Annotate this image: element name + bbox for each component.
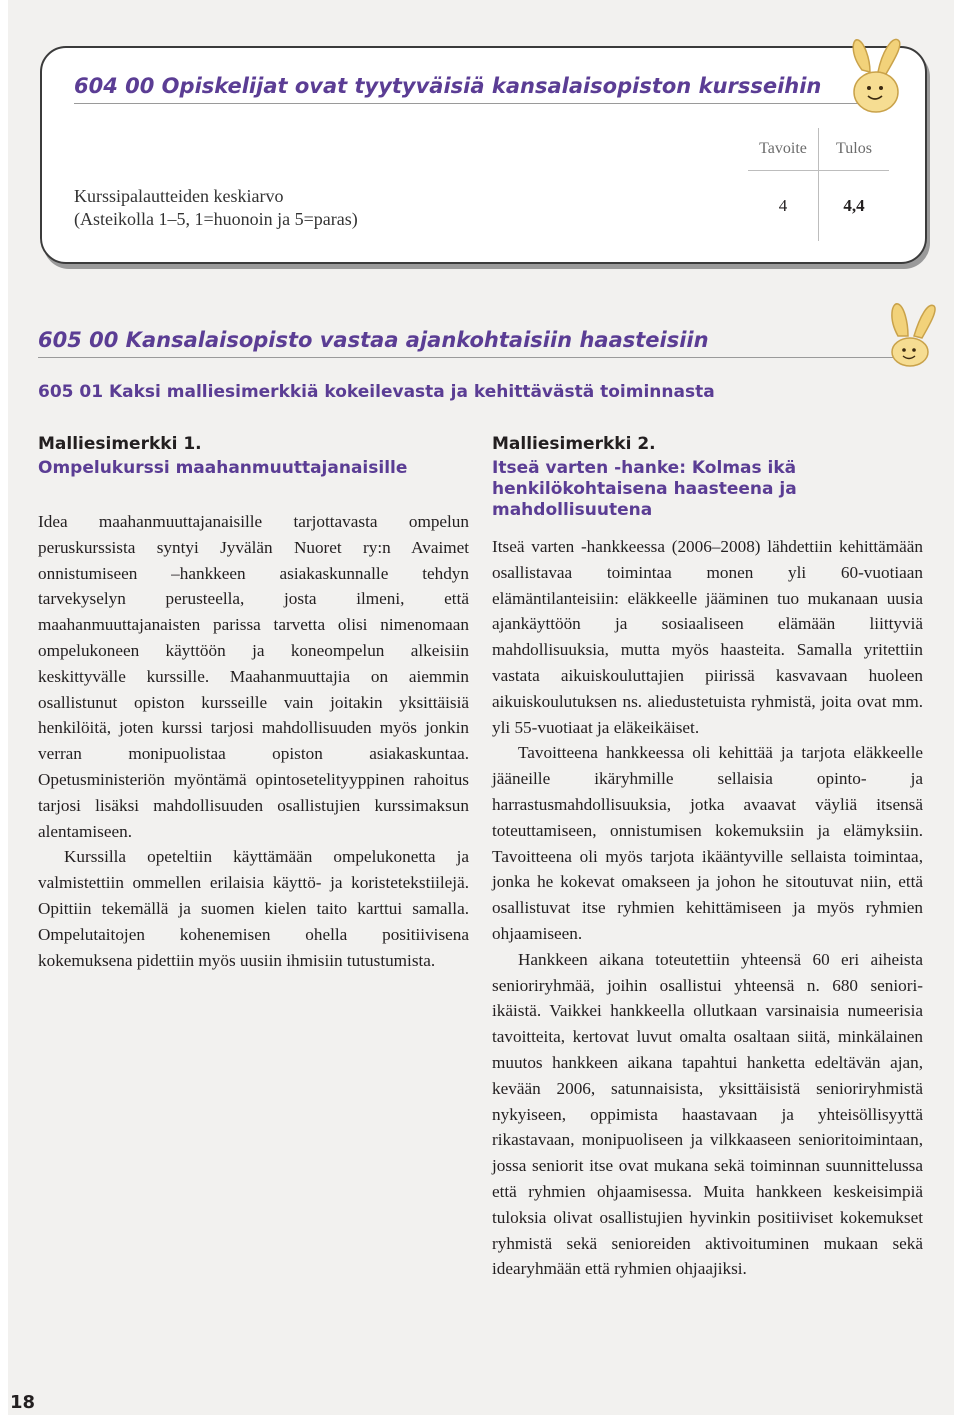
title-underline: [74, 103, 874, 104]
bunny-icon: [848, 34, 908, 116]
kpi-label: [74, 185, 358, 231]
section-605-title: 605 00 Kansalaisopisto vastaa ajankohtaisiin haasteisiin: [38, 328, 709, 352]
example2-paragraph: Itseä varten -hankkeessa (2006–2008) lähdettiin kehittämään osallistavaa toimintaa monen yli 60-vuotiaan elämäntilanteisiin: eläkkeelle jääminen tuo mukanaan uusia ajankäyttöön ja sosiaaliseen elämään liittyviä mahdollisuuksia, mutta myös haasteita. Samalla yritettiin vastata aikuiskouluttajien piirissä kasvavaan huoleen aikuiskoulutuksen ns. aliedustetuista ryhmistä, joita ovat mm. yli 55-vuotiaat ja eläkeikäiset.: [492, 537, 923, 737]
kpi-label-line2: (Asteikolla 1–5, 1=huonoin ja 5=paras): [74, 209, 358, 229]
section-605-underline: [38, 357, 896, 358]
kpi-table: [748, 128, 889, 241]
example2-paragraph: Tavoitteena hankkeessa oli kehittää ja tarjota eläkkeelle jääneille ikäryhmille sellaisia opinto- ja harrastusmahdollisuuksia, jotka avaavat väyliä itsensä toteuttamiseen, onnistumisen kokemuksiin ja elämyksiin. Tavoitteena oli myös tarjota ikääntyville sellaista toimintaa, jonka he kokevat omakseen ja johon he sitoutuvat niin, että osallistuvat itse ryhmien kehittämiseen ja myös ryhmien ohjaamiseen.: [492, 743, 923, 943]
column-header-result: Tulos: [819, 128, 890, 171]
example2-subheading: Itseä varten -hanke: Kolmas ikä henkilökohtaisena haasteena ja mahdollisuutena: [492, 458, 797, 520]
bunny-icon: [888, 296, 940, 368]
example1-heading: Malliesimerkki 1.: [38, 434, 202, 454]
result-value: 4,4: [819, 171, 890, 242]
example2-paragraph: Hankkeen aikana toteutettiin yhteensä 60 eri aiheista senioriryhmää, joihin osallistui yhteensä n. 680 seniori-ikäistä. Vaikkei hankkeella ollutkaan varsinaisia numeerisia tavoitteita, kertovat luvut omalta osaltaan siitä, minkälainen muutos hankkeen aikana tapahtui hanketta edeltävän ajan, kevään 2006, satunnaisista, yksittäisistä senioriryhmistä nykyiseen, oppimista haastavaan ja yhteisöllisyyttä rikastavaan, monipuoliseen ja vilkkaaseen senioritoimintaan, jossa seniorit itse ovat mukana sekä toiminnan suunnittelussa että ryhmien ohjaamisessa. Muita hankkeen keskeisimpiä tuloksia olivat osallistujien hyvinkin positiiviset kokemukset ryhmistä sekä senioreiden aktivoituminen mukaan sekä idearyhmään että ryhmien ohjaajiksi.: [492, 949, 923, 1279]
example1-body: [38, 509, 469, 973]
kpi-label-line1: Kurssipalautteiden keskiarvo: [74, 186, 284, 206]
section-604-title: 604 00 Opiskelijat ovat tyytyväisiä kansalaisopiston kursseihin: [74, 74, 822, 98]
example1-paragraph: Kurssilla opeteltiin käyttämään ompelukonetta ja valmistettiin ommellen erilaisia käyttö- ja koristetekstiilejä. Opittiin tekemällä ja suomen kielen taito karttui samalla. Ompelutaitojen kohenemisen ohella positiivisena kokemuksena pidettiin myös uusiin ihmisiin tutustumista.: [38, 847, 469, 970]
example1-subheading: Ompelukurssi maahanmuuttajanaisille: [38, 458, 408, 478]
example1-paragraph: Idea maahanmuuttajanaisille tarjottavasta ompelun peruskurssista syntyi Jyvälän Nuoret ry:n Avaimet onnistumiseen –hankkeen asiakaskunnalle tehdyn tarvekyselyn perusteella, josta ilmeni, että maahanmuuttajanaisten parissa tarvetta olisi nimenomaan ompelukoneen käyttöön ja koneompelun alkeisiin keskittyvälle kurssille. Maahanmuuttajia on aiemmin osallistunut opiston kursseille vain joitakin yksittäisiä henkilöitä, joten kurssi tarjosi mahdollisuuden myös jonkin verran monipuolistaa opiston asiakaskuntaa. Opetusministeriön myöntämä opintosetelityyppinen rahoitus tarjosi lisäksi mahdollisuuden osallistujien kurssimaksun alentamiseen.: [38, 512, 469, 841]
target-value: 4: [748, 171, 819, 242]
section-605-01-subtitle: 605 01 Kaksi malliesimerkkiä kokeilevasta ja kehittävästä toiminnasta: [38, 382, 715, 402]
example2-heading: Malliesimerkki 2.: [492, 434, 656, 454]
page-number: 18: [10, 1392, 36, 1413]
column-header-target: Tavoite: [748, 128, 819, 171]
example2-body: [492, 534, 923, 1282]
